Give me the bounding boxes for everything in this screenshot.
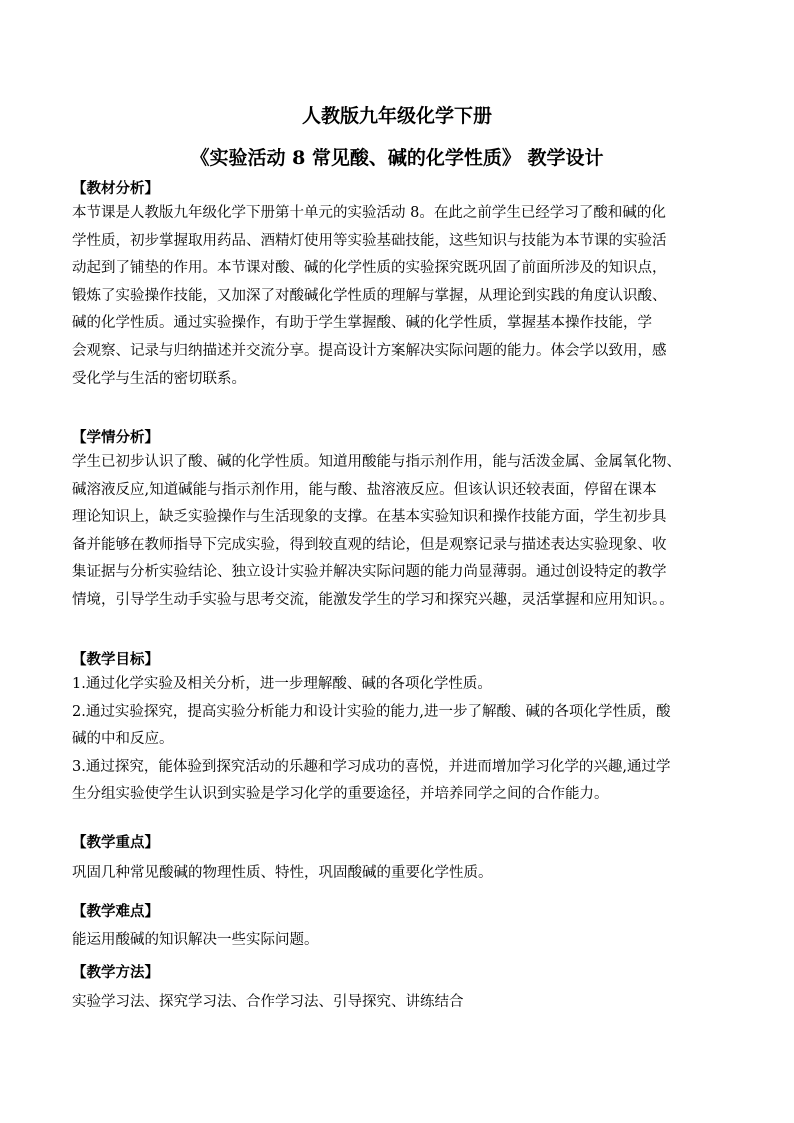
- section-heading: 【教学重点】: [72, 834, 159, 851]
- text-line: 碱溶液反应,知道碱能与指示剂作用，能与酸、盐溶液反应。但该认识还较表面，停留在课本: [72, 481, 657, 498]
- text-line: 理论知识上，缺乏实验操作与生活现象的支撑。在基本实验知识和操作技能方面，学生初步具: [72, 509, 667, 526]
- section-heading: 【教学目标】: [72, 651, 159, 668]
- section-key-points: [72, 832, 738, 888]
- text-line: 3.通过探究，能体验到探究活动的乐趣和学习成功的喜悦，并进而增加学习化学的兴趣,通过学: [72, 758, 671, 775]
- text-line: 能运用酸碱的知识解决一些实际问题。: [72, 932, 319, 948]
- section-body: [72, 671, 738, 809]
- section-objectives: [72, 649, 738, 809]
- section-difficulties: [72, 901, 738, 955]
- text-line: 集证据与分析实验结论、独立设计实验并解决实际问题的能力尚显薄弱。通过创设特定的教学: [72, 564, 667, 581]
- section-material-analysis: [72, 178, 738, 393]
- section-body: [72, 927, 738, 955]
- section-body: [72, 989, 738, 1017]
- text-line: 本节课是人教版九年级化学下册第十单元的实验活动 8。在此之前学生已经学习了酸和碱的化: [72, 205, 666, 221]
- text-line: 会观察、记录与归纳描述并交流分享。提高设计方案解决实际问题的能力。体会学以致用，感: [72, 342, 667, 359]
- section-body: [72, 449, 738, 615]
- section-methods: [72, 962, 738, 1017]
- text-line: 生分组实验使学生认识到实验是学习化学的重要途径，并培养同学之间的合作能力。: [72, 786, 609, 803]
- text-line: 碱的中和反应。: [72, 731, 174, 748]
- section-student-analysis: [72, 427, 738, 615]
- section-heading: 【教材分析】: [72, 180, 159, 197]
- section-heading: 【教学方法】: [72, 964, 159, 981]
- text-line: 1.通过化学实验及相关分析，进一步理解酸、碱的各项化学性质。: [72, 676, 492, 692]
- section-body: [72, 860, 738, 888]
- section-heading: 【学情分析】: [72, 429, 159, 446]
- section-heading: 【教学难点】: [72, 903, 159, 920]
- text-line: 备并能够在教师指导下完成实验，得到较直观的结论，但是观察记录与描述表达实验现象、收: [72, 536, 667, 553]
- text-line: 实验学习法、探究学习法、合作学习法、引导探究、讲练结合: [72, 994, 464, 1010]
- section-body: [72, 200, 738, 393]
- text-line: 情境，引导学生动手实验与思考交流，能激发学生的学习和探究兴趣，灵活掌握和应用知识。。: [72, 591, 674, 608]
- document-title: 人教版九年级化学下册: [301, 105, 492, 127]
- text-line: 受化学与生活的密切联系。: [72, 370, 246, 387]
- text-line: 学性质，初步掌握取用药品、酒精灯使用等实验基础技能，这些知识与技能为本节课的实验活: [72, 232, 667, 249]
- text-line: 锻炼了实验操作技能，又加深了对酸碱化学性质的理解与掌握，从理论到实践的角度认识酸、: [72, 287, 667, 304]
- document-subtitle: 《实验活动 8 常见酸、碱的化学性质》 教学设计: [190, 147, 604, 169]
- text-line: 学生已初步认识了酸、碱的化学性质。知道用酸能与指示剂作用，能与活泼金属、金属氧化物、: [72, 454, 681, 470]
- text-line: 碱的化学性质。通过实验操作，有助于学生掌握酸、碱的化学性质，掌握基本操作技能，学: [72, 315, 652, 332]
- text-line: 巩固几种常见酸碱的物理性质、特性，巩固酸碱的重要化学性质。: [72, 865, 493, 881]
- text-line: 2.通过实验探究，提高实验分析能力和设计实验的能力,进一步了解酸、碱的各项化学性质，酸: [72, 703, 671, 720]
- text-line: 动起到了铺垫的作用。本节课对酸、碱的化学性质的实验探究既巩固了前面所涉及的知识点，: [72, 260, 667, 277]
